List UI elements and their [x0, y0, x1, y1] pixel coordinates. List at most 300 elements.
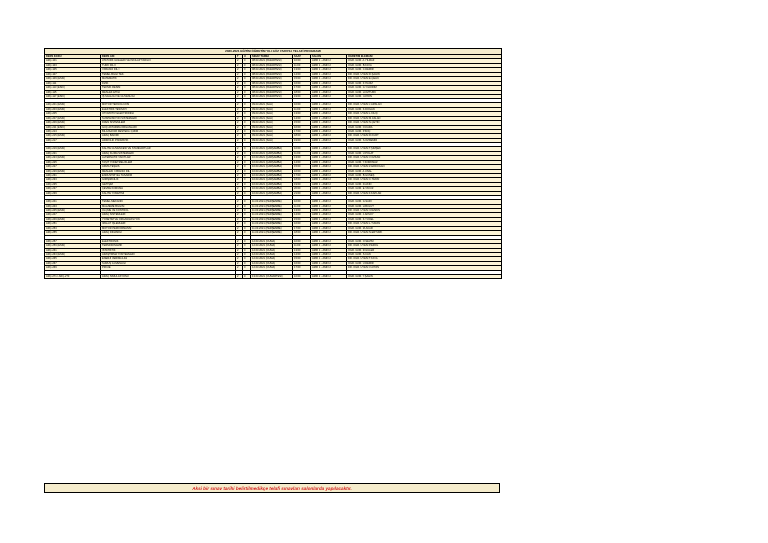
table-cell: 09.03.2021 (SALI)	[251, 126, 293, 130]
table-cell: 2	[236, 139, 243, 143]
table-cell: TEMEL MEKANİK	[101, 200, 236, 204]
table-cell: 08.03.2021 (PAZARTESİ)	[251, 77, 293, 81]
table-cell: 18:00	[293, 178, 311, 182]
table-cell: 17:00	[293, 86, 311, 90]
table-cell: 11:00	[293, 152, 311, 156]
table-cell: ARÇ-111	[45, 82, 101, 86]
table-cell: 10:00	[293, 103, 311, 107]
table-cell: 13:00	[293, 209, 311, 213]
table-cell: AMFİ 1 - AMFİ 2	[311, 59, 347, 63]
column-header: U	[243, 55, 251, 59]
table-cell: 0	[243, 95, 251, 99]
table-cell: ARÇ-247	[45, 213, 101, 217]
table-cell: ARÇ-229 (ESKİ)	[45, 170, 101, 174]
table-cell: 0	[243, 77, 251, 81]
table-cell: DR. ÖĞR. ÜYESİ J.ARSLAN	[347, 103, 502, 107]
table-cell: ÖĞR. GÖR. K.YÜCEL	[347, 218, 502, 222]
table-cell: AMFİ 1 - AMFİ 2	[311, 178, 347, 182]
table-cell: 13:00	[293, 112, 311, 116]
table-cell: AMFİ 1 - AMFİ 2	[311, 139, 347, 143]
table-cell: MALZEME BİLGİSİ	[101, 205, 236, 209]
table-cell: 09.03.2021 (SALI)	[251, 134, 293, 138]
table-cell: AMFİ 1 - AMFİ 2	[311, 91, 347, 95]
table-cell: ARÇ-221	[45, 152, 101, 156]
table-cell: 20:00	[293, 187, 311, 191]
table-cell: ARÇ-105	[45, 68, 101, 72]
table-row	[45, 275, 502, 279]
table-cell: 15:00	[293, 257, 311, 261]
table-cell: 19:00	[293, 183, 311, 187]
table-cell: ÖĞR. GÖR. C.DEMİR	[347, 68, 502, 72]
table-cell: AMFİ 1 - AMFİ 2	[311, 170, 347, 174]
table-cell: ÖĞR. GÖR. E.YAVUZ	[347, 187, 502, 191]
table-cell: ARÇ-209 (ESKİ)	[45, 121, 101, 125]
table-cell: AMFİ 1 - AMFİ 2	[311, 222, 347, 226]
table-cell: 0	[243, 147, 251, 151]
table-cell: 14:00	[293, 73, 311, 77]
table-cell: TÜRK DİLİ I	[101, 64, 236, 68]
table-cell: SÜRÜŞ GÜVENLİĞİ	[101, 262, 236, 266]
table-cell: 13.03.2021 (CUMARTESİ)	[251, 275, 293, 279]
table-cell: 0	[243, 64, 251, 68]
table-cell: ÖĞR. GÖR. A.ÜNAL	[347, 170, 502, 174]
table-cell: 10.03.2021 (ÇARŞAMBA)	[251, 152, 293, 156]
table-cell: DR. ÖĞR. ÜYESİ D.ŞAHİN	[347, 73, 502, 77]
table-cell: 11:00	[293, 205, 311, 209]
table-cell: 13:00	[293, 156, 311, 160]
table-cell: 12.03.2021 (CUMA)	[251, 262, 293, 266]
table-cell: 09.03.2021 (SALI)	[251, 139, 293, 143]
table-cell: 2	[236, 213, 243, 217]
table-cell: 12.03.2021 (CUMA)	[251, 253, 293, 257]
table-cell: 2	[236, 152, 243, 156]
table-cell: 15:00	[293, 165, 311, 169]
table-cell: 2	[236, 86, 243, 90]
table-cell: ÖĞR. GÖR. F.YILDIZ	[347, 82, 502, 86]
table-cell: 11.03.2021 (PERŞEMBE)	[251, 222, 293, 226]
table-cell: DR. ÖĞR. ÜYESİ T.KAYA	[347, 257, 502, 261]
column-header: SAAT	[293, 55, 311, 59]
table-cell: ÖĞR. GÖR. İ.AYDIN	[347, 95, 502, 99]
table-cell: 09.03.2021 (SALI)	[251, 117, 293, 121]
table-cell: 16:00	[293, 222, 311, 226]
table-cell: 18:00	[293, 231, 311, 235]
table-cell: YABANCI DİL I	[101, 68, 236, 72]
table-cell: 0	[243, 231, 251, 235]
table-cell: 0	[243, 82, 251, 86]
table-cell: 15:00	[293, 218, 311, 222]
table-cell: 0	[243, 275, 251, 279]
table-cell: ÖĞR. GÖR. B.GÜNEŞ	[347, 174, 502, 178]
table-cell: 2	[236, 192, 243, 196]
sheet-title: 2020-2021 EĞİTİM ÖĞRETİM YILI GÜZ YARIYILI TELAFİ PROGRAMI	[45, 49, 502, 55]
table-cell: 2	[236, 249, 243, 253]
table-cell: 0	[243, 165, 251, 169]
table-cell: AMFİ 1 - AMFİ 2	[311, 95, 347, 99]
column-header: SINAV TARİHİ	[251, 55, 293, 59]
table-cell: 12.03.2021 (CUMA)	[251, 249, 293, 253]
table-cell: ARÇ-205	[45, 112, 101, 116]
table-cell: 18:00	[293, 134, 311, 138]
table-cell: 2	[236, 266, 243, 270]
table-cell: ÖĞR. GÖR. S.CAN	[347, 253, 502, 257]
table-cell: 0	[243, 257, 251, 261]
table-cell: AMFİ 1 - AMFİ 2	[311, 231, 347, 235]
table-cell: 2	[236, 187, 243, 191]
table-cell: ÖĞR. GÖR. G.YILDIRIM	[347, 86, 502, 90]
table-cell: ARAŞTIRMA YÖNTEMLERİ	[101, 253, 236, 257]
table-cell: AMFİ 1 - AMFİ 2	[311, 126, 347, 130]
table-cell: 2	[236, 178, 243, 182]
table-cell: AMFİ 1 - AMFİ 2	[311, 165, 347, 169]
table-cell: 0	[243, 121, 251, 125]
table-cell: ARAÇ SİSTEMLERİ	[101, 213, 236, 217]
table-cell: 08.03.2021 (PAZARTESİ)	[251, 91, 293, 95]
table-cell: BİLGİSAYAR DESTEKLİ ÇİZİM	[101, 130, 236, 134]
table-cell: 2	[236, 95, 243, 99]
table-cell: ÖĞR. GÖR. U.POLAT	[347, 152, 502, 156]
table-cell: 16:00	[293, 82, 311, 86]
table-cell: ARÇ-201 (ESKİ)	[45, 103, 101, 107]
table-cell: ARÇ-225	[45, 161, 101, 165]
table-cell: ÖĞR. GÖR. M.ACAR	[347, 227, 502, 231]
table-cell: DR. ÖĞR. ÜYESİ R.KURT	[347, 134, 502, 138]
table-cell: AMFİ 1 - AMFİ 2	[311, 249, 347, 253]
table-cell: GİRİŞİMCİLİK	[101, 178, 236, 182]
table-cell: 0	[243, 161, 251, 165]
table-cell: 08.03.2021 (PAZARTESİ)	[251, 64, 293, 68]
table-cell: 10.03.2021 (ÇARŞAMBA)	[251, 170, 293, 174]
table-cell: 2	[236, 257, 243, 261]
table-cell: 2	[236, 240, 243, 244]
table-cell: ÖĞR. GÖR. K.DOĞAN	[347, 108, 502, 112]
table-cell: ALTERNATİF YAKITLAR	[101, 156, 236, 160]
table-cell: SÜSPANSİYON SİSTEMLERİ	[101, 117, 236, 121]
table-cell: AMFİ 1 - AMFİ 2	[311, 103, 347, 107]
table-cell: 09.03.2021 (SALI)	[251, 130, 293, 134]
table-cell: ARAÇ KLİMA SİSTEMLERİ	[101, 152, 236, 156]
table-cell: AMFİ 1 - AMFİ 2	[311, 77, 347, 81]
table-cell: AMFİ 1 - AMFİ 2	[311, 108, 347, 112]
column-header: ÖĞRETİM ELEMANI	[347, 55, 502, 59]
table-cell: ARÇ-241	[45, 200, 101, 204]
table-cell: 16:00	[293, 262, 311, 266]
table-cell: 10.03.2021 (ÇARŞAMBA)	[251, 147, 293, 151]
table-cell: AMFİ 1 - AMFİ 2	[311, 200, 347, 204]
table-cell: 2	[236, 134, 243, 138]
table-cell: 08.03.2021 (PAZARTESİ)	[251, 59, 293, 63]
table-cell: 17:00	[293, 130, 311, 134]
table-cell: DR. ÖĞR. ÜYESİ N.ÇETİN	[347, 121, 502, 125]
table-cell: ARÇ-245 (ESKİ)	[45, 209, 101, 213]
table-cell: 0	[243, 68, 251, 72]
table-cell: ARÇ-257	[45, 240, 101, 244]
table-cell: ARÇ-259 (ESKİ)	[45, 244, 101, 248]
table-cell: AMFİ 1 - AMFİ 2	[311, 174, 347, 178]
table-cell: 2	[236, 253, 243, 257]
table-cell: ARÇ-271 / ARÇ-273	[45, 275, 101, 279]
table-cell: ARÇ-223 (ESKİ)	[45, 156, 101, 160]
table-cell: ARIZA TEŞHİS	[101, 165, 236, 169]
table-cell: İSTATİSTİK	[101, 249, 236, 253]
table-cell: 15:00	[293, 77, 311, 81]
table-cell: ARÇ-231	[45, 174, 101, 178]
table-cell: 0	[243, 103, 251, 107]
table-cell: AMFİ 1 - AMFİ 2	[311, 187, 347, 191]
table-cell: AMFİ 1 - AMFİ 2	[311, 192, 347, 196]
table-cell: 0	[243, 218, 251, 222]
table-cell: YÖNETİM VE ORGANİZASYON	[101, 218, 236, 222]
table-cell: 0	[243, 200, 251, 204]
table-cell: 2	[236, 59, 243, 63]
column-header: DERS KODU	[45, 55, 101, 59]
table-cell: 10.03.2021 (ÇARŞAMBA)	[251, 161, 293, 165]
table-cell: 2	[236, 262, 243, 266]
table-cell: ARÇ-117 (ESKİ)	[45, 95, 101, 99]
table-cell: AMFİ 1 - AMFİ 2	[311, 130, 347, 134]
table-cell: ÖĞR. GÖR. H.ÖZTÜRK	[347, 91, 502, 95]
table-cell: 10:00	[293, 240, 311, 244]
table-cell: ELEKTRONİK	[101, 240, 236, 244]
table-cell: MOTOR TEKNOLOJİSİ	[101, 103, 236, 107]
table-cell: ÖĞR. GÖR. R.GÜLER	[347, 249, 502, 253]
table-cell: ÖĞR. GÖR. G.SARI	[347, 200, 502, 204]
table-cell: DR. ÖĞR. ÜYESİ İ.KESKİN	[347, 209, 502, 213]
table-cell: 11.03.2021 (PERŞEMBE)	[251, 227, 293, 231]
table-cell: 08.03.2021 (PAZARTESİ)	[251, 95, 293, 99]
table-cell: 12.03.2021 (CUMA)	[251, 266, 293, 270]
table-cell: 0	[243, 178, 251, 182]
table-cell: MESLEKİ YABANCI DİL	[101, 170, 236, 174]
table-cell: ARÇ-237	[45, 187, 101, 191]
table-cell: ARÇ-255	[45, 231, 101, 235]
table-cell: 0	[243, 59, 251, 63]
table-cell: ARÇ-213	[45, 130, 101, 134]
table-cell: ARÇ-211 (ESKİ)	[45, 126, 101, 130]
table-cell: 2	[236, 227, 243, 231]
table-cell: 10:00	[293, 200, 311, 204]
table-cell: DR. ÖĞR. ÜYESİ E.ÇELİK	[347, 77, 502, 81]
table-cell: ARÇ-203 (ESKİ)	[45, 108, 101, 112]
table-cell: DR. ÖĞR. ÜYESİ N.ERTÜRK	[347, 231, 502, 235]
table-cell: 08.03.2021 (PAZARTESİ)	[251, 86, 293, 90]
table-cell: 0	[243, 126, 251, 130]
table-cell: DR. ÖĞR. ÜYESİ L.TURAN	[347, 222, 502, 226]
table-cell: AMFİ 1 - AMFİ 2	[311, 257, 347, 261]
table-cell: ARÇ-233	[45, 178, 101, 182]
table-cell: 10:00	[293, 59, 311, 63]
table-cell: 0	[243, 174, 251, 178]
table-cell: 0	[243, 192, 251, 196]
table-cell: 12.03.2021 (CUMA)	[251, 244, 293, 248]
table-cell: AMFİ 1 - AMFİ 2	[311, 227, 347, 231]
table-cell: 16:00	[293, 126, 311, 130]
table-cell: AMFİ 1 - AMFİ 2	[311, 218, 347, 222]
table-cell: AMFİ 1 - AMFİ 2	[311, 161, 347, 165]
table-cell: 0	[243, 244, 251, 248]
table-cell: 2	[236, 126, 243, 130]
table-cell: AMFİ 1 - AMFİ 2	[311, 205, 347, 209]
table-cell: 11:00	[293, 108, 311, 112]
table-cell: 21:00	[293, 192, 311, 196]
table-cell: İŞ SAĞLIĞI VE GÜVENLİĞİ	[101, 95, 236, 99]
table-cell: DR. ÖĞR. ÜYESİ V.AYDIN	[347, 266, 502, 270]
table-cell: ARÇ-253	[45, 227, 101, 231]
table-cell: ARÇ-103	[45, 64, 101, 68]
table-cell: 2	[236, 275, 243, 279]
table-cell: ÖĞR. GÖR. Y.KORKMAZ	[347, 161, 502, 165]
table-cell: FİZİK	[101, 82, 236, 86]
table-cell: 09.03.2021 (SALI)	[251, 112, 293, 116]
table-cell: KALİTE YÖNETİMİ	[101, 192, 236, 196]
table-cell: ARÇ-113 (ESKİ)	[45, 86, 101, 90]
table-cell: 2	[236, 108, 243, 112]
table-cell: 0	[243, 134, 251, 138]
table-cell: 10.03.2021 (ÇARŞAMBA)	[251, 192, 293, 196]
table-cell: TERMODİNAMİK	[101, 244, 236, 248]
table-cell: AMFİ 1 - AMFİ 2	[311, 147, 347, 151]
table-cell: 2	[236, 82, 243, 86]
table-cell: 17:00	[293, 174, 311, 178]
table-cell: FREN SİSTEMLERİ	[101, 121, 236, 125]
table-cell: 0	[243, 213, 251, 217]
table-cell: 19:00	[293, 95, 311, 99]
table-cell: 0	[243, 187, 251, 191]
table-cell: 10.03.2021 (ÇARŞAMBA)	[251, 174, 293, 178]
table-cell: 19:00	[293, 139, 311, 143]
table-cell: 2	[236, 209, 243, 213]
table-cell: DR. ÖĞR. ÜYESİ C.TEKİN	[347, 178, 502, 182]
table-cell: 0	[243, 183, 251, 187]
table-cell: 0	[243, 152, 251, 156]
table-cell: ÖĞR. GÖR. A.YILMAZ	[347, 59, 502, 63]
table-cell: 2	[236, 68, 243, 72]
table-cell: 2	[236, 112, 243, 116]
table-cell: ENDÜSTRİYEL TASARIM	[101, 174, 236, 178]
table-cell: 17:00	[293, 227, 311, 231]
table-cell: ÖĞR. GÖR. S.ÖZDEMİR	[347, 139, 502, 143]
table-cell: 2	[236, 205, 243, 209]
table-cell: 2	[236, 91, 243, 95]
table-cell: ÖĞR. GÖR. O.SEVİM	[347, 240, 502, 244]
table-cell: AMFİ 1 - AMFİ 2	[311, 64, 347, 68]
table-cell: HİDROLİK PNÖMATİK	[101, 139, 236, 143]
table-cell: ARÇ-215 (ESKİ)	[45, 134, 101, 138]
table-cell: DR. ÖĞR. ÜYESİ Z.ERDOĞAN	[347, 165, 502, 169]
table-cell: 16:00	[293, 170, 311, 174]
table-cell: 13:00	[293, 68, 311, 72]
table-cell: 12.03.2021 (CUMA)	[251, 257, 293, 261]
table-cell: MESLEK ETİĞİ	[101, 91, 236, 95]
schedule-table	[44, 48, 502, 279]
table-cell: AMFİ 1 - AMFİ 2	[311, 240, 347, 244]
table-cell: ARAÇ SİMÜLASYONU	[101, 275, 236, 279]
table-cell: 11.03.2021 (PERŞEMBE)	[251, 213, 293, 217]
table-cell: AMFİ 1 - AMFİ 2	[311, 183, 347, 187]
table-cell: 0	[243, 249, 251, 253]
table-cell: AMFİ 1 - AMFİ 2	[311, 156, 347, 160]
table-cell: 0	[243, 209, 251, 213]
table-cell: ARÇ-249 (ESKİ)	[45, 218, 101, 222]
table-cell: DR. ÖĞR. ÜYESİ V.ÖZKAN	[347, 156, 502, 160]
table-cell: OTOMOTİV ELEKTRONİĞİ	[101, 112, 236, 116]
table-cell: AMFİ 1 - AMFİ 2	[311, 253, 347, 257]
table-cell: AMFİ 1 - AMFİ 2	[311, 112, 347, 116]
table-cell: AMFİ 1 - AMFİ 2	[311, 73, 347, 77]
table-cell: DR. ÖĞR. ÜYESİ T.ŞİMŞEK	[347, 147, 502, 151]
table-cell: ARÇ-239	[45, 192, 101, 196]
table-cell: AMFİ 1 - AMFİ 2	[311, 266, 347, 270]
table-cell: 2	[236, 218, 243, 222]
table-cell: AMFİ 1 - AMFİ 2	[311, 82, 347, 86]
table-cell: ARÇ-115	[45, 91, 101, 95]
table-cell: 2	[236, 147, 243, 151]
table-cell: 11.03.2021 (PERŞEMBE)	[251, 231, 293, 235]
table-cell: AMFİ 1 - AMFİ 2	[311, 68, 347, 72]
table-cell: 09.03.2021 (SALI)	[251, 108, 293, 112]
table-cell: ÖĞR. GÖR. B.KAYA	[347, 64, 502, 68]
table-cell: 09.03.2021 (SALI)	[251, 103, 293, 107]
table-cell: DR. ÖĞR. ÜYESİ F.KAPLAN	[347, 192, 502, 196]
table-cell: AMFİ 1 - AMFİ 2	[311, 275, 347, 279]
table-cell: 11.03.2021 (PERŞEMBE)	[251, 218, 293, 222]
table-cell: DR. ÖĞR. ÜYESİ L.KILIÇ	[347, 112, 502, 116]
table-cell: 0	[243, 139, 251, 143]
table-cell: 14:00	[293, 213, 311, 217]
table-cell: DR. ÖĞR. ÜYESİ P.EROL	[347, 244, 502, 248]
table-cell: 0	[243, 91, 251, 95]
table-cell: 15:00	[293, 121, 311, 125]
table-cell: ARÇ-265	[45, 257, 101, 261]
table-cell: ARÇ-269	[45, 266, 101, 270]
table-cell: 0	[243, 240, 251, 244]
column-header: SALON	[311, 55, 347, 59]
table-cell: 2	[236, 64, 243, 68]
table-cell: ELEKTRİK TESİSATI	[101, 108, 236, 112]
table-cell: 2	[236, 244, 243, 248]
table-cell: ÖĞR. GÖR. U.DEMİR	[347, 262, 502, 266]
table-cell: ATATÜRK İLKELERİ VE İNKILAP TARİHİ I	[101, 59, 236, 63]
table-cell: 2	[236, 130, 243, 134]
table-cell: 0	[243, 156, 251, 160]
table-cell: ARÇ-219 (ESKİ)	[45, 147, 101, 151]
table-cell: AMFİ 1 - AMFİ 2	[311, 262, 347, 266]
table-cell: ARÇ-263 (ESKİ)	[45, 253, 101, 257]
table-cell: 2	[236, 103, 243, 107]
table-cell: 14:00	[293, 253, 311, 257]
table-cell: TEMEL BİLGİ TEK.	[101, 73, 236, 77]
table-cell: 2	[236, 183, 243, 187]
table-cell: 12.03.2021 (CUMA)	[251, 240, 293, 244]
table-cell: AMFİ 1 - AMFİ 2	[311, 152, 347, 156]
table-cell: 0	[243, 112, 251, 116]
table-cell: 0	[243, 130, 251, 134]
table-cell: 08.03.2021 (PAZARTESİ)	[251, 82, 293, 86]
table-cell: 0	[243, 73, 251, 77]
table-cell: 0	[243, 108, 251, 112]
table-cell: ÖLÇME VE KONTROL	[101, 209, 236, 213]
table-cell: MOTOR PERFORMANSI	[101, 227, 236, 231]
table-cell: ARÇ-251	[45, 222, 101, 226]
column-header: DERS ADI	[101, 55, 236, 59]
table-cell: ÖĞR. GÖR. H.BULUT	[347, 205, 502, 209]
table-cell: ÖĞR. GÖR. D.AKIN	[347, 183, 502, 187]
table-cell: 2	[236, 165, 243, 169]
table-cell: 18:00	[293, 91, 311, 95]
table-cell: 0	[243, 253, 251, 257]
table-cell: ENERJİ VERİMLİLİĞİ	[101, 257, 236, 261]
table-cell: 2	[236, 121, 243, 125]
